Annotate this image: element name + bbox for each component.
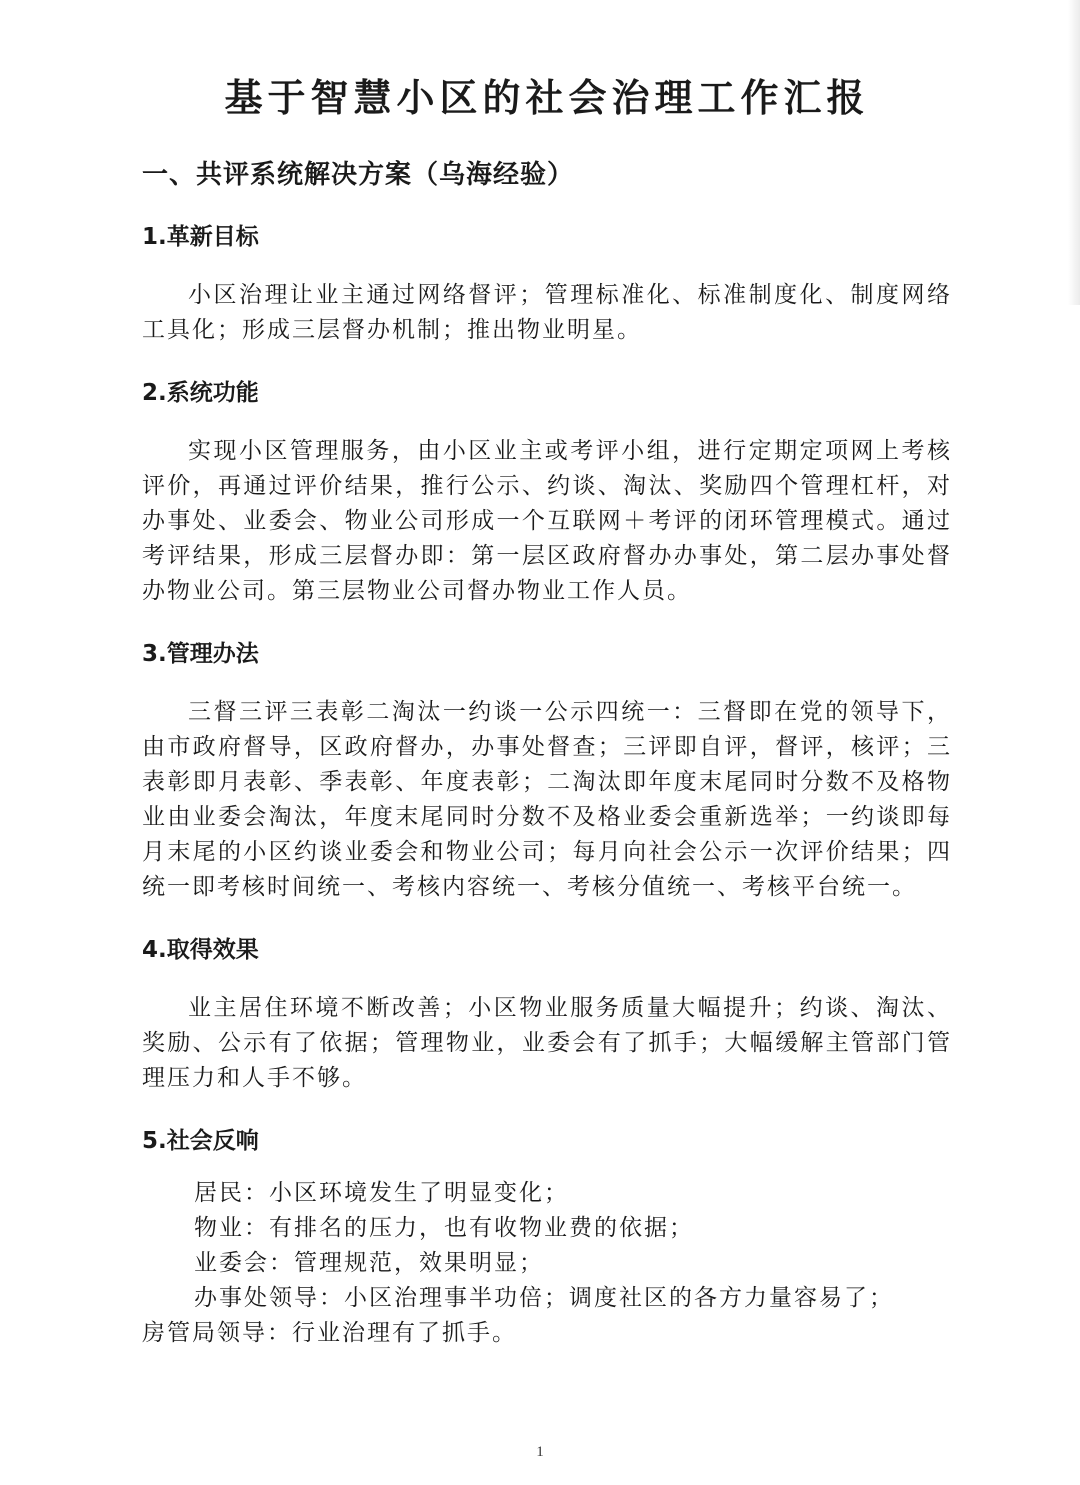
- feedback-housing-bureau: 房管局领导：行业治理有了抓手。: [142, 1320, 517, 1346]
- feedback-property: 物业：有排名的压力，也有收物业费的依据；: [194, 1215, 694, 1241]
- feedback-owners-committee: 业委会：管理规范，效果明显；: [194, 1250, 544, 1276]
- scrollbar-edge: [1068, 0, 1080, 305]
- feedback-list: [142, 1176, 952, 1351]
- section-heading: 一、共评系统解决方案（乌海经验）: [142, 160, 575, 190]
- paragraph-functions: 实现小区管理服务，由小区业主或考评小组，进行定期定项网上考核评价，再通过评价结果，推行公示、约谈、淘汰、奖励四个管理杠杆，对办事处、业委会、物业公司形成一个互联网＋考评的闭环管理模式。通过考评结果，形成三层督办即：第一层区政府督办办事处，第二层办事处督办物业公司。第三层物业公司督办物业工作人员。: [142, 438, 952, 604]
- paragraph-methods: 三督三评三表彰二淘汰一约谈一公示四统一：三督即在党的领导下，由市政府督导，区政府督办，办事处督查；三评即自评，督评，核评；三表彰即月表彰、季表彰、年度表彰；二淘汰即年度末尾同时分数不及格物业由业委会淘汰，年度末尾同时分数不及格业委会重新选举；一约谈即每月末尾的小区约谈业委会和物业公司；每月向社会公示一次评价结果；四统一即考核时间统一、考核内容统一、考核分值统一、考核平台统一。: [142, 699, 952, 900]
- paragraph-results: 业主居住环境不断改善；小区物业服务质量大幅提升；约谈、淘汰、奖励、公示有了依据；管理物业，业委会有了抓手；大幅缓解主管部门管理压力和人手不够。: [142, 995, 952, 1091]
- paragraph-goals: 小区治理让业主通过网络督评；管理标准化、标准制度化、制度网络工具化；形成三层督办机制；推出物业明星。: [142, 282, 952, 343]
- feedback-residents: 居民：小区环境发生了明显变化；: [194, 1180, 569, 1206]
- feedback-office-leaders: 办事处领导：小区治理事半功倍；调度社区的各方力量容易了；: [194, 1285, 894, 1311]
- subsection-heading-functions: 2.系统功能: [142, 380, 259, 406]
- subsection-heading-results: 4.取得效果: [142, 937, 259, 963]
- subsection-heading-goals: 1.革新目标: [142, 224, 259, 250]
- subsection-heading-feedback: 5.社会反响: [142, 1128, 259, 1154]
- document-title: 基于智慧小区的社会治理工作汇报: [224, 75, 870, 120]
- page-number: 1: [536, 1444, 544, 1460]
- subsection-heading-methods: 3.管理办法: [142, 641, 259, 667]
